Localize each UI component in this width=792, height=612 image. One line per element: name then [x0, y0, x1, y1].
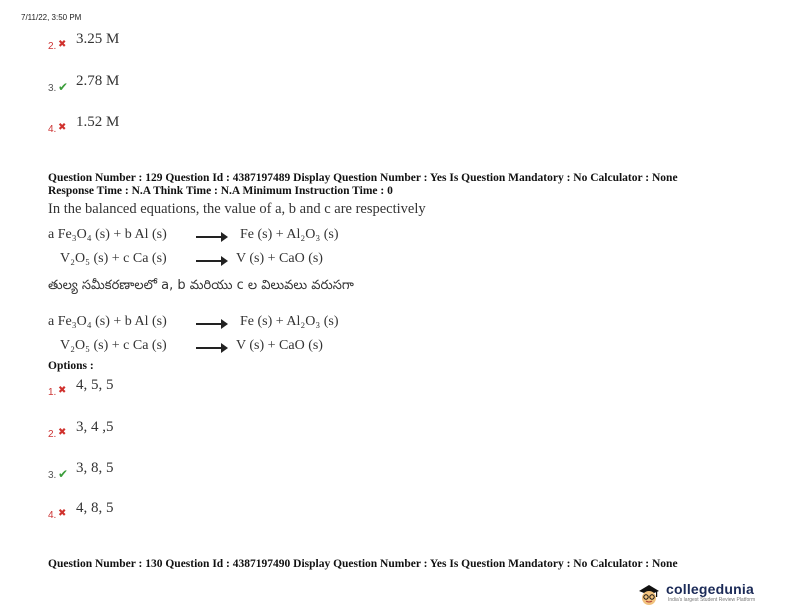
option-3 [48, 459, 248, 481]
wrong-cross-icon: ✖ [58, 508, 67, 519]
option-number: 2. [48, 41, 57, 52]
option-number: 1. [48, 387, 57, 398]
option-number: 4. [48, 124, 57, 135]
mascot-face-icon [636, 582, 662, 606]
print-timestamp: 7/11/22, 3:50 PM [21, 13, 82, 22]
option-number: 4. [48, 510, 57, 521]
logo-tagline: India's largest Student Review Platform [668, 597, 756, 603]
wrong-cross-icon: ✖ [58, 385, 67, 396]
option-2 [48, 418, 248, 440]
equation-1-right-telugu-version: Fe (s) + Al₂O₃ (s) [240, 314, 339, 329]
question-text-english: In the balanced equations, the value of a, b and c are respectively [48, 201, 426, 217]
correct-check-icon: ✔ [58, 467, 69, 481]
option-text: 3, 8, 5 [76, 460, 114, 476]
reaction-arrow-icon [196, 323, 226, 325]
options-label: Options : [48, 360, 94, 372]
question-130-meta-line1: Question Number : 130 Question Id : 4387197490 Display Question Number : Yes Is Question Mandatory : No Calculator : None [48, 558, 678, 570]
question-129-meta-line2: Response Time : N.A Think Time : N.A Minimum Instruction Time : 0 [48, 185, 393, 197]
prev-option-3 [48, 72, 248, 94]
reaction-arrow-icon [196, 236, 226, 238]
option-number: 2. [48, 429, 57, 440]
equation-1-left-telugu-version: a Fe₃O₄ (s) + b Al (s) [48, 314, 167, 329]
prev-option-2 [48, 30, 248, 52]
option-text: 4, 8, 5 [76, 500, 114, 516]
prev-option-4 [48, 113, 248, 135]
wrong-cross-icon: ✖ [58, 122, 67, 133]
equation-2-right: V (s) + CaO (s) [236, 251, 323, 266]
equation-2-left: V₂O₅ (s) + c Ca (s) [60, 251, 167, 266]
option-1 [48, 376, 248, 398]
logo-wordmark: collegedunia [666, 581, 754, 597]
equation-2-left-telugu-version: V₂O₅ (s) + c Ca (s) [60, 338, 167, 353]
option-number: 3. [48, 470, 57, 481]
equation-1-right: Fe (s) + Al₂O₃ (s) [240, 227, 339, 242]
reaction-arrow-icon [196, 347, 226, 349]
option-text: 4, 5, 5 [76, 377, 114, 393]
collegedunia-logo [636, 582, 786, 606]
option-number: 3. [48, 83, 57, 94]
question-text-telugu: తుల్య సమీకరణాలలో a, b మరియు c ల విలువలు వరుసగా [48, 278, 354, 293]
option-text: 1.52 M [76, 114, 120, 130]
wrong-cross-icon: ✖ [58, 427, 67, 438]
equation-1-left: a Fe₃O₄ (s) + b Al (s) [48, 227, 167, 242]
option-4 [48, 499, 248, 521]
option-text: 3, 4 ,5 [76, 419, 114, 435]
option-text: 3.25 M [76, 31, 120, 47]
option-text: 2.78 M [76, 73, 120, 89]
question-129-meta-line1: Question Number : 129 Question Id : 4387197489 Display Question Number : Yes Is Question Mandatory : No Calculator : None [48, 172, 678, 184]
wrong-cross-icon: ✖ [58, 39, 67, 50]
equation-2-right-telugu-version: V (s) + CaO (s) [236, 338, 323, 353]
correct-check-icon: ✔ [58, 80, 69, 94]
reaction-arrow-icon [196, 260, 226, 262]
